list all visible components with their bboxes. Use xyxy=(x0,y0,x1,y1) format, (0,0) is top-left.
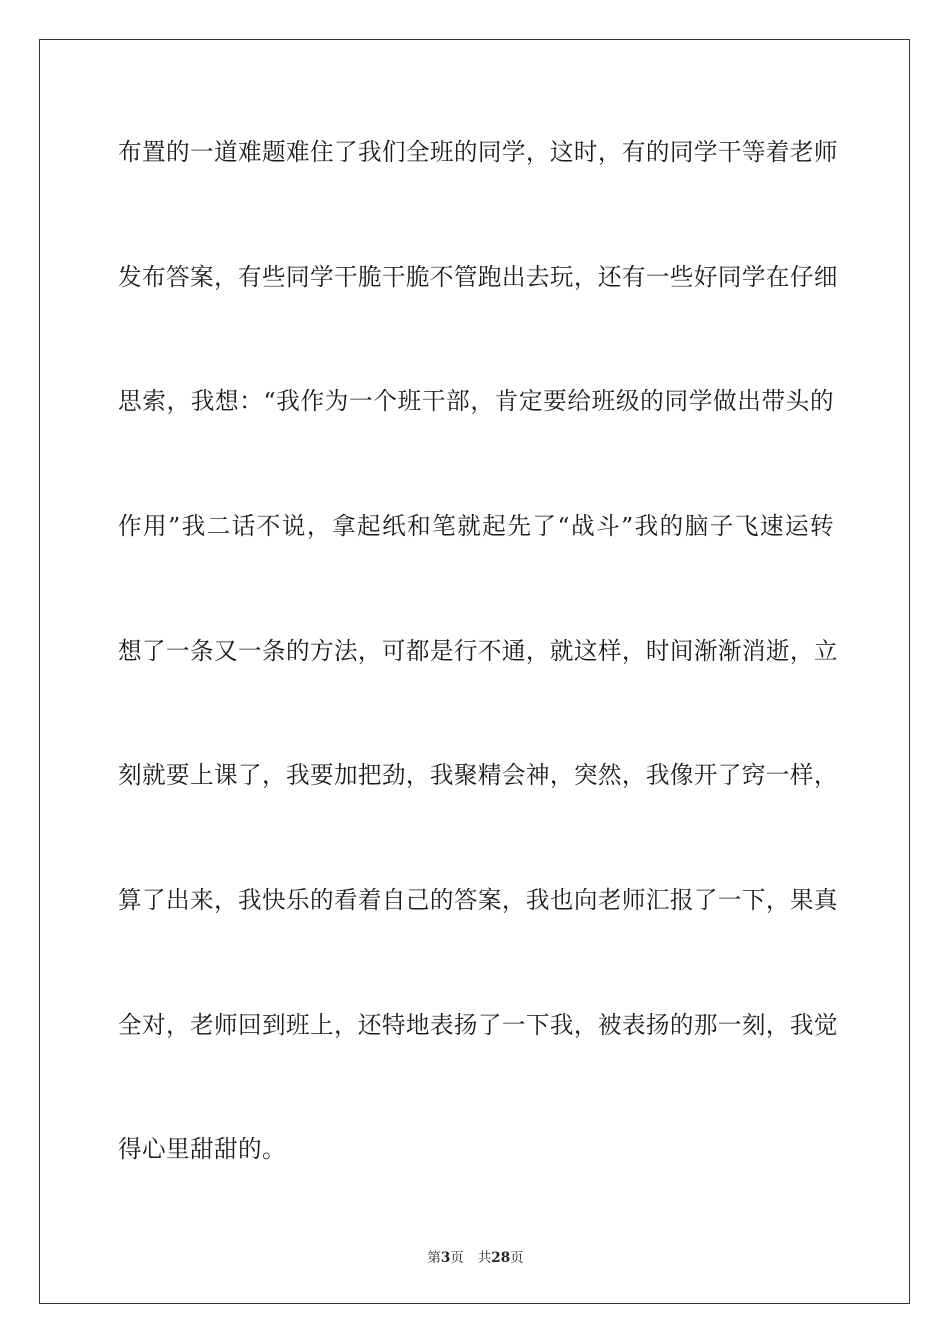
text-line: 想了一条又一条的方法，可都是行不通，就这样，时间渐渐消逝，立 xyxy=(118,637,838,665)
text-line: 发布答案，有些同学干脆干脆不管跑出去玩，还有一些好同学在仔细 xyxy=(118,263,838,291)
page-frame xyxy=(39,39,910,1304)
text-line: 思索，我想：“我作为一个班干部，肯定要给班级的同学做出带头的 xyxy=(118,387,834,415)
text-line: 布置的一道难题难住了我们全班的同学，这时，有的同学干等着老师 xyxy=(118,138,838,166)
page-number: 3 xyxy=(440,1250,451,1266)
total-pages-suffix: 页 xyxy=(510,1250,524,1266)
text-line: 作用”我二话不说，拿起纸和笔就起先了“战斗”我的脑子飞速运转 xyxy=(118,512,834,540)
text-line: 算了出来，我快乐的看着自己的答案，我也向老师汇报了一下，果真 xyxy=(118,886,838,914)
text-line: 得心里甜甜的。 xyxy=(118,1135,286,1163)
total-pages: 28 xyxy=(491,1250,511,1266)
page-number-suffix: 页 xyxy=(450,1250,464,1266)
text-line: 刻就要上课了，我要加把劲，我聚精会神，突然，我像开了窍一样， xyxy=(118,761,838,789)
page-footer xyxy=(40,1248,911,1268)
total-pages-prefix: 共 xyxy=(477,1250,492,1266)
page-number-prefix: 第 xyxy=(427,1250,441,1266)
text-line: 全对，老师回到班上，还特地表扬了一下我，被表扬的那一刻，我觉 xyxy=(118,1011,838,1039)
